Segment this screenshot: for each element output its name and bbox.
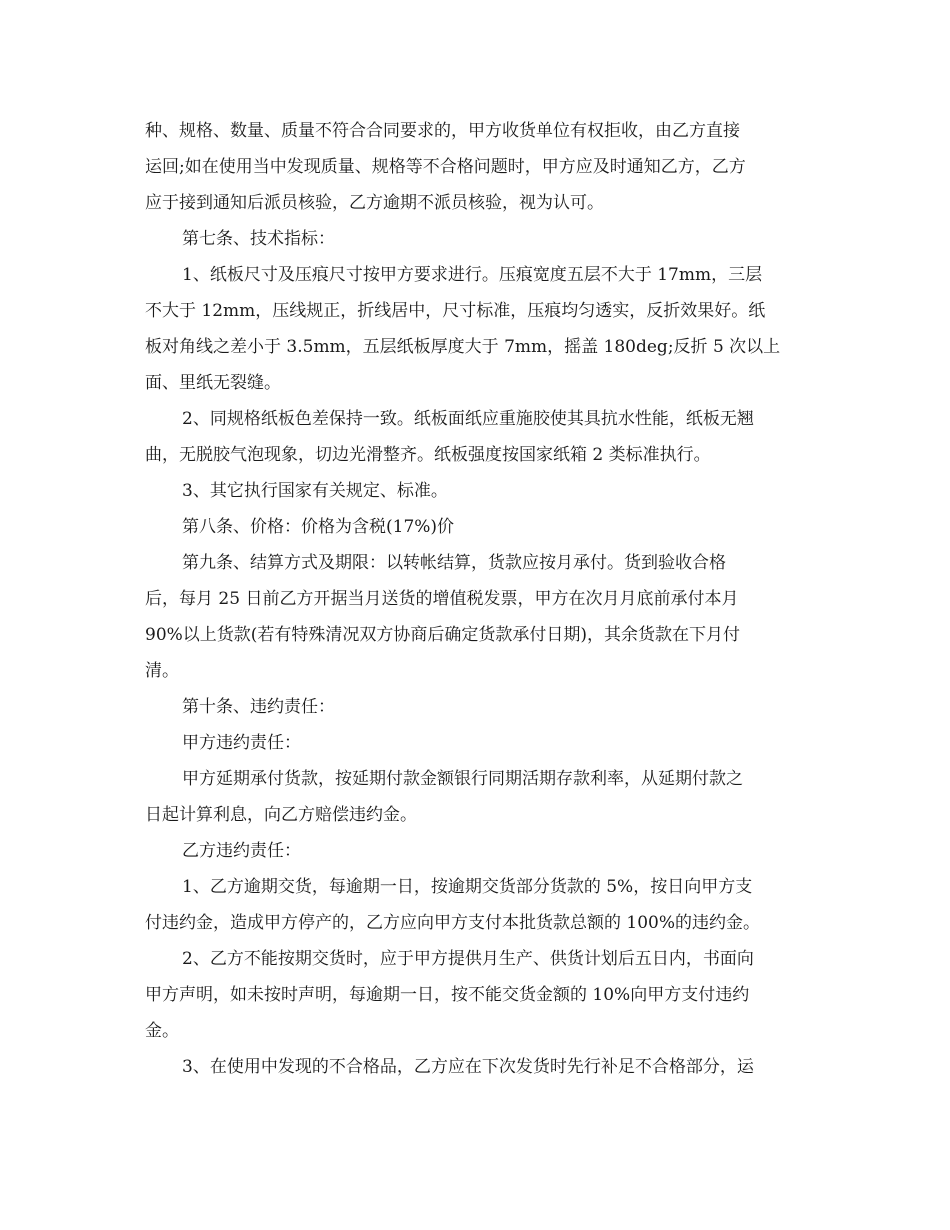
text-line: 面、里纸无裂缝。 [145,373,281,393]
text-line: 付违约金，造成甲方停产的，乙方应向甲方支付本批货款总额的 100%的违约金。 [145,913,761,933]
text-line: 不大于 12mm，压线规正，折线居中，尺寸标准，压痕均匀透实，反折效果好。纸 [145,301,766,321]
text-line: 3、在使用中发现的不合格品，乙方应在下次发货时先行补足不合格部分，运 [182,1057,754,1077]
text-line: 甲方声明，如未按时声明，每逾期一日，按不能交货金额的 10%向甲方支付违约 [145,985,750,1005]
subsection-heading: 乙方违约责任： [182,841,301,861]
text-line: 运回;如在使用当中发现质量、规格等不合格问题时，甲方应及时通知乙方，乙方 [145,157,746,177]
section-heading: 第七条、技术指标： [182,229,335,249]
text-line: 曲，无脱胶气泡现象，切边光滑整齐。纸板强度按国家纸箱 2 类标准执行。 [145,445,711,465]
text-line: 甲方延期承付货款，按延期付款金额银行同期活期存款利率，从延期付款之 [182,769,743,789]
text-line: 日起计算利息，向乙方赔偿违约金。 [145,805,417,825]
section-heading: 第九条、结算方式及期限：以转帐结算，货款应按月承付。货到验收合格 [182,553,726,573]
text-line: 2、乙方不能按期交货时，应于甲方提供月生产、供货计划后五日内，书面向 [182,949,754,969]
text-line: 2、同规格纸板色差保持一致。纸板面纸应重施胶使其具抗水性能，纸板无翘 [182,409,754,429]
text-line: 后，每月 25 日前乙方开据当月送货的增值税发票，甲方在次月月底前承付本月 [145,589,739,609]
text-line: 清。 [145,661,179,681]
text-line: 种、规格、数量、质量不符合合同要求的，甲方收货单位有权拒收，由乙方直接 [145,121,740,141]
text-line: 3、其它执行国家有关规定、标准。 [182,481,448,501]
section-heading: 第十条、违约责任： [182,697,335,717]
text-line: 应于接到通知后派员核验，乙方逾期不派员核验，视为认可。 [145,193,604,213]
text-line: 90%以上货款(若有特殊清况双方协商后确定货款承付日期)，其余货款在下月付 [145,625,741,645]
section-heading: 第八条、价格：价格为含税(17%)价 [182,517,455,537]
text-line: 金。 [145,1021,179,1041]
text-line: 1、乙方逾期交货，每逾期一日，按逾期交货部分货款的 5%，按日向甲方支 [182,877,753,897]
subsection-heading: 甲方违约责任： [182,733,301,753]
text-line: 1、纸板尺寸及压痕尺寸按甲方要求进行。压痕宽度五层不大于 17mm，三层 [182,265,763,285]
text-line: 板对角线之差小于 3.5mm，五层纸板厚度大于 7mm，摇盖 180deg;反折 5 次以上 [145,337,781,357]
